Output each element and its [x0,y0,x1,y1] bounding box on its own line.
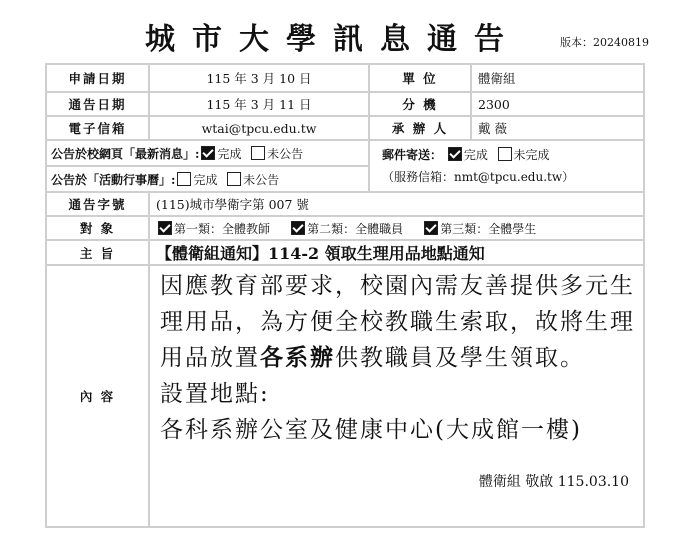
mail-cell [369,140,644,192]
target-3-checkbox[interactable] [424,221,438,235]
handler: 戴 薇 [471,116,644,140]
web-done-label: 完成 [217,146,242,161]
target-2-label: 第二類：全體職員 [307,221,404,236]
web-not-checkbox[interactable] [251,146,265,160]
target-1-checkbox[interactable] [158,221,172,235]
email-label: 電子信箱 [46,116,149,140]
web-not-label: 未公告 [267,146,304,161]
email: wtai@tpcu.edu.tw [149,116,369,140]
mail-done-label: 完成 [463,148,488,162]
mail-service: （服務信箱：nmt@tpcu.edu.tw） [382,170,575,184]
content-label: 內 容 [46,265,149,527]
unit: 體衛組 [471,64,644,92]
ext: 2300 [471,92,644,116]
location: 各科系辦公室及健康中心(大成館一樓) [160,417,582,443]
doc-no-label: 通告字號 [46,192,149,216]
target-3-label: 第三類：全體學生 [440,221,537,236]
mail-not-checkbox[interactable] [498,147,512,161]
cal-done-label: 完成 [193,172,218,187]
cal-not-checkbox[interactable] [227,172,241,186]
content [149,265,644,527]
calendar-publish-row [46,166,369,192]
subject-label: 主 旨 [46,240,149,265]
signature: 體衛組 敬啟 115.03.10 [478,474,629,490]
web-publish-row [46,140,369,166]
calendar-publish-label: 公告於「活動行事曆」: [51,172,176,187]
mail-not-label: 未完成 [513,148,550,162]
content-bold: 各系辦 [260,344,335,371]
notice-date: 115 年 3 月 11 日 [149,92,369,116]
mail-label: 郵件寄送： [382,148,443,162]
page-title: 城市大學訊息通告 [145,22,521,57]
notice-date-label: 通告日期 [46,92,149,116]
doc-no: (115)城市學衛字第 007 號 [149,192,644,216]
subject: 【體衛組通知】114-2 領取生理用品地點通知 [149,240,644,265]
target-1-label: 第一類：全體教師 [174,221,271,236]
mail-done-checkbox[interactable] [448,147,462,161]
version-label: 版本：20240819 [560,36,649,49]
unit-label: 單 位 [369,64,471,92]
cal-done-checkbox[interactable] [177,172,191,186]
apply-date-label: 申請日期 [46,64,149,92]
apply-date: 115 年 3 月 10 日 [149,64,369,92]
content-text-2: 供教職員及學生領取。 [335,345,585,371]
targets [149,216,644,240]
location-label: 設置地點: [160,381,270,407]
target-2-checkbox[interactable] [291,221,305,235]
web-done-checkbox[interactable] [201,146,215,160]
web-publish-label: 公告於校網頁「最新消息」: [51,146,200,161]
target-label: 對 象 [46,216,149,240]
handler-label: 承 辦 人 [369,116,471,140]
ext-label: 分 機 [369,92,471,116]
notice-form [45,63,645,528]
cal-not-label: 未公告 [243,172,280,187]
content-text: 因應教育部要求，校園內需友善提供多元生理用品，為方便全校教職生索取，故將生理用品放置 [160,273,635,371]
